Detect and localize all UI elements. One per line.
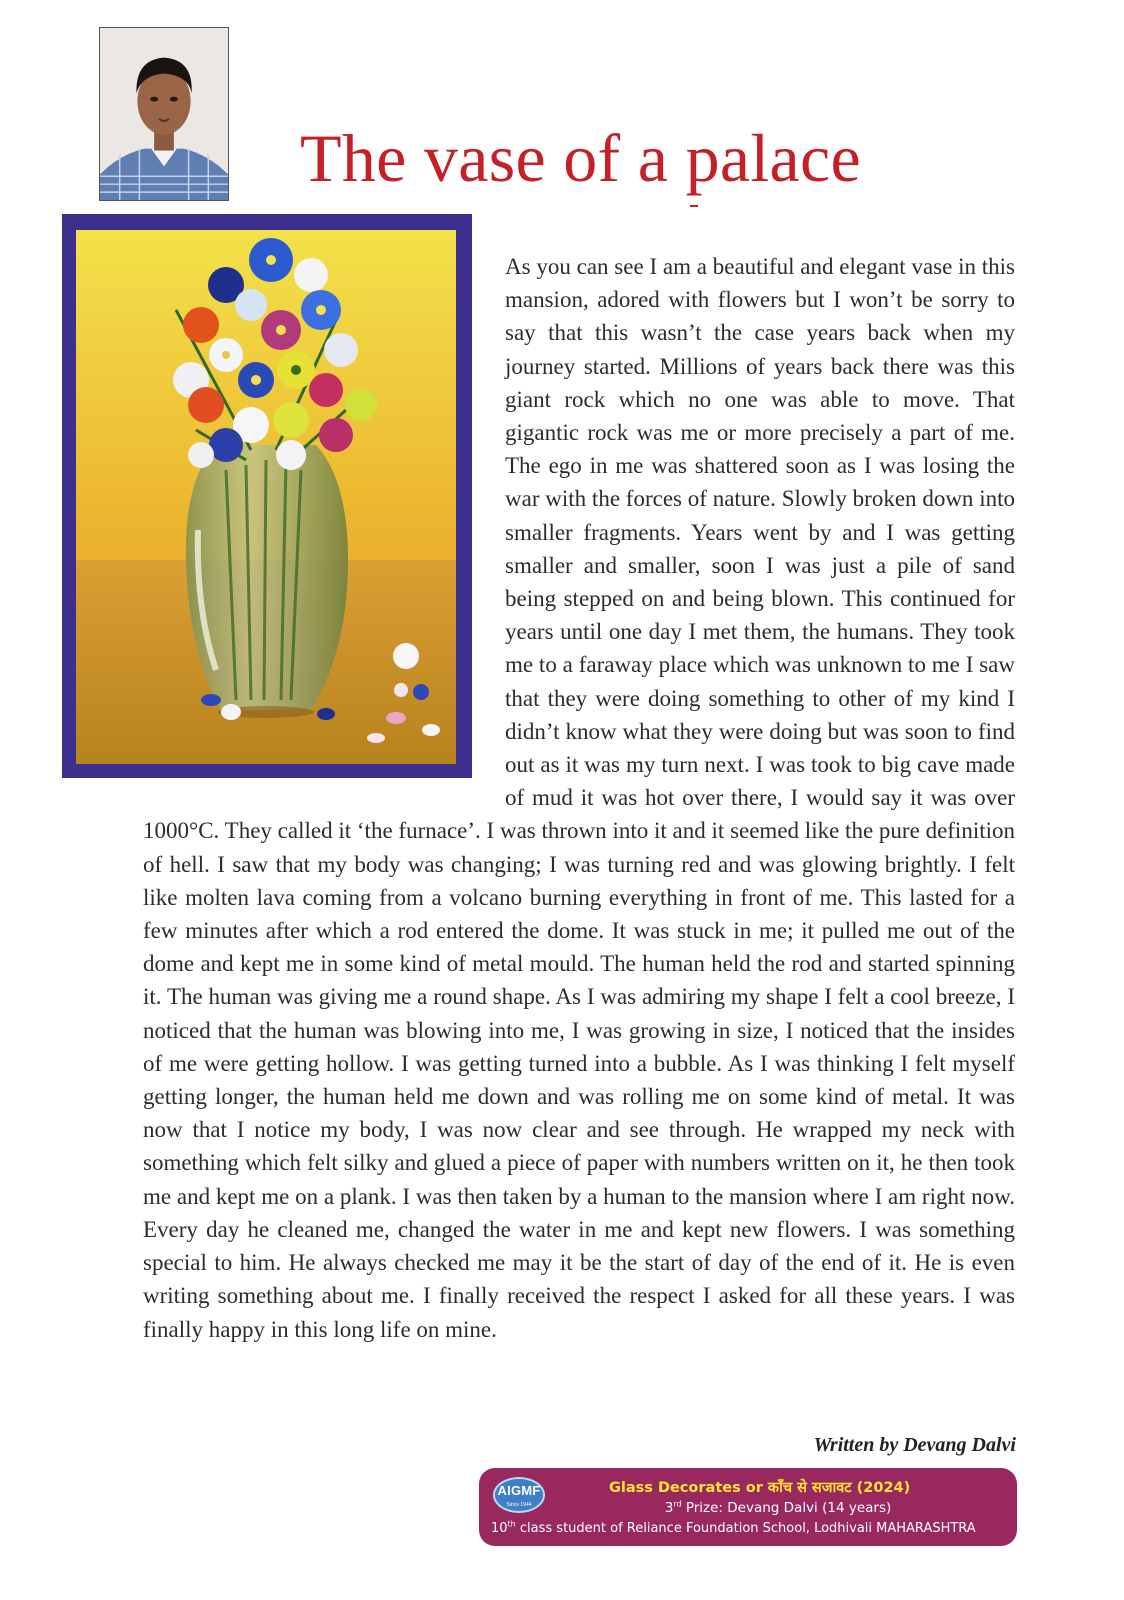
byline: Written by Devang Dalvi <box>813 1434 1016 1456</box>
logo-text: AIGMF <box>497 1483 541 1498</box>
school-line <box>491 1521 976 1536</box>
page-title: The vase of a palace <box>300 120 861 196</box>
prize-text: Prize: Devang Dalvi (14 years) <box>681 1500 892 1516</box>
logo-subtext: Since 1944 <box>506 1502 532 1508</box>
school-ordinal: 10 <box>491 1521 508 1536</box>
author-photo <box>99 27 229 201</box>
prize-ordinal: 3 <box>664 1500 674 1516</box>
story-body <box>143 250 1015 1410</box>
prize-ordinal-suffix: rd <box>673 1499 682 1509</box>
award-banner <box>479 1468 1017 1546</box>
school-text: class student of Reliance Foundation School, Lodhivali MAHARASHTRA <box>515 1521 976 1536</box>
image-wrap-spacer <box>143 250 505 782</box>
contest-title: Glass Decorates or काँच से सजावट (2024) <box>609 1480 911 1496</box>
school-ordinal-suffix: th <box>507 1519 516 1529</box>
title-mark <box>690 205 698 207</box>
story-paragraph: As you can see I am a beautiful and elegant vase in this mansion, adored with flowers but I won’t be sorry to say that this wasn’t the case years back when my journey started. Millions of years back there was this giant rock which no one was able to move. That gigantic rock was me or more precisely a part of me. The ego in me was shattered soon as I was losing the war with the forces of nature. Slowly broken down into smaller fragments. Years went by and I was getting smaller and smaller, soon I was just a pile of sand being stepped on and being blown. This continued for years until one day I met them, the humans. They took me to a faraway place which was unknown to me I saw that they were doing something to other of my kind I didn’t know what they were doing but was soon to find out as it was my turn next. I was took to big cave made of mud it was hot over there, I would say it was over 1000°C. They called it ‘the furnace’. I was thrown into it and it seemed like the pure definition of hell. I saw that my body was changing; I was turning red and was glowing brightly. I felt like molten lava coming from a volcano burning everything in front of me. This lasted for a few minutes after which a rod entered the dome. It was stuck in me; it pulled me out of the dome and kept me in some kind of metal mould. The human held the rod and started spinning it. The human was giving me a round shape. As I was admiring my shape I felt a cool breeze, I noticed that the human was blowing into me, I was growing in size, I noticed that the insides of me were getting hollow. I was getting turned into a bubble. As I was thinking I felt myself getting longer, the human held me down and was rolling me on some kind of metal. It was now that I notice my body, I was now clear and see through. He wrapped my neck with something which felt silky and glued a piece of paper with numbers written on it, he then took me and kept me on a plank. I was then taken by a human to the mansion where I am right now. Every day he cleaned me, changed the water in me and kept new flowers. I was something special to him. He always checked me may it be the start of day of the end of it. He is even writing something about me. I finally received the respect I asked for all these years. I was finally happy in this long life on mine. <box>143 254 1015 1342</box>
prize-line <box>479 1500 1017 1516</box>
